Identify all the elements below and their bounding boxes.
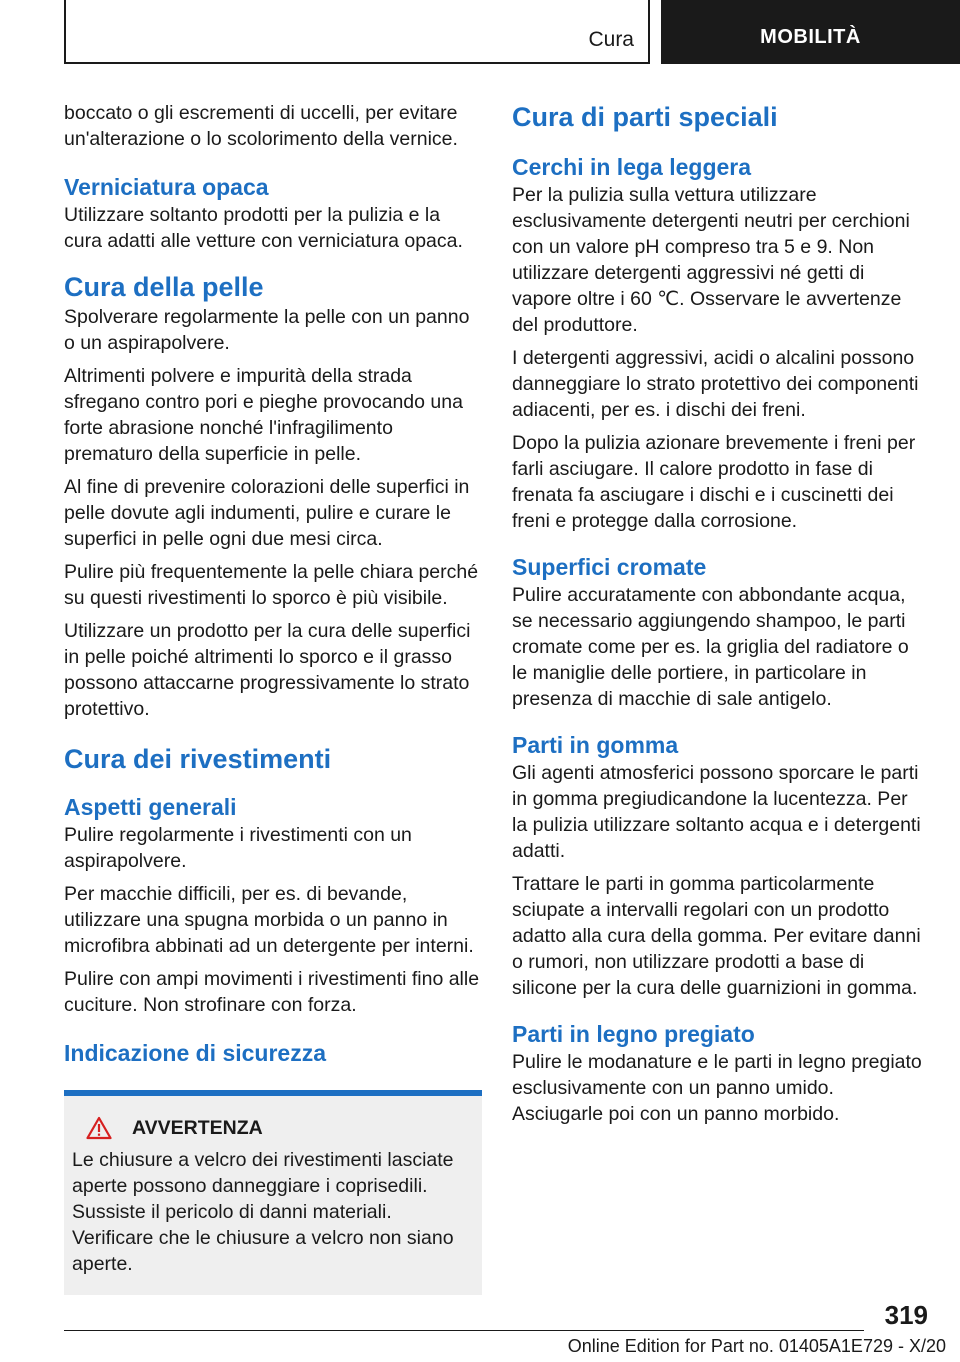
heading-parti-in-gomma: Parti in gomma: [512, 732, 679, 758]
paragraph: Al fine di prevenire colorazioni delle superfici in pelle dovute agli indumenti, pulire e curare le superfici in pelle ogni due mesi circa.: [64, 476, 470, 550]
paragraph: Pulire più frequentemente la pelle chiara perché su questi rivestimenti lo sporco è più visibile.: [64, 561, 479, 609]
heading-cura-di-parti-speciali: Cura di parti speciali: [512, 102, 778, 132]
page-number: 319: [884, 1300, 928, 1330]
paragraph: Altrimenti polvere e impurità della strada sfregano contro pori e pieghe provocando una forte abrasione nonché l'infragilimento prematuro della superficie in pelle.: [64, 365, 463, 465]
right-column: [512, 100, 928, 1134]
header-section-box: [64, 0, 650, 64]
paragraph: Utilizzare soltanto prodotti per la pulizia e la cura adatti alle vetture con verniciatura opaca.: [64, 204, 463, 252]
paragraph: Per macchie difficili, per es. di bevande, utilizzare una spugna morbida o un panno in microfibra abbinati ad un detergente per interni.: [64, 883, 474, 957]
warning-triangle-icon: [86, 1116, 112, 1140]
paragraph: boccato o gli escrementi di uccelli, per evitare un'alterazione o lo scolorimento della vernice.: [64, 102, 458, 150]
paragraph: Trattare le parti in gomma particolarmente sciupate a intervalli regolari con un prodotto adatto alla cura della gomma. Per evitare danni o rumori, non utilizzare prodotti a base di silicone per la cura delle guarnizioni in gomma.: [512, 873, 921, 999]
paragraph: Per la pulizia sulla vettura utilizzare esclusivamente detergenti neutri per cerchioni con un valore pH compreso tra 5 e 9. Non utilizzare detergenti aggressivi né getti di vapore oltre i 60 ℃. Osservare le avvertenze del produttore.: [512, 184, 910, 336]
heading-superfici-cromate: Superfici cromate: [512, 554, 707, 580]
footer-divider: [64, 1330, 864, 1331]
warning-title: AVVERTENZA: [132, 1116, 263, 1139]
heading-parti-in-legno-pregiato: Parti in legno pregiato: [512, 1021, 755, 1047]
paragraph: I detergenti aggressivi, acidi o alcalini possono danneggiare lo strato protettivo dei componenti adiacenti, per es. i dischi dei freni.: [512, 347, 919, 421]
header-chapter-tab: MOBILITÀ: [661, 0, 960, 64]
paragraph: Dopo la pulizia azionare brevemente i freni per farli asciugare. Il calore prodotto in fase di frenata fa asciugare i dischi e i cuscinetti dei freni e protegge dalla corrosione.: [512, 432, 916, 532]
heading-verniciatura-opaca: Verniciatura opaca: [64, 174, 269, 200]
paragraph: Gli agenti atmosferici possono sporcare le parti in gomma pregiudicandone la lucentezza. Per la pulizia utilizzare soltanto acqua e i detergenti adatti.: [512, 762, 921, 862]
paragraph: Spolverare regolarmente la pelle con un panno o un aspirapolvere.: [64, 306, 470, 354]
warning-title-row: [72, 1116, 474, 1140]
footer-edition-text: Online Edition for Part no. 01405A1E729 - X/20: [567, 1336, 946, 1356]
warning-text: Le chiusure a velcro dei rivestimenti lasciate aperte possono danneggiare i coprisedili. Sussiste il pericolo di danni materiali. Verificare che le chiusure a velcro non siano aperte.: [72, 1149, 454, 1275]
paragraph: Utilizzare un prodotto per la cura delle superfici in pelle poiché altrimenti lo sporco e il grasso possono attaccarne progressivamente lo strato protettivo.: [64, 620, 471, 720]
warning-box: [64, 1090, 482, 1295]
paragraph: Pulire con ampi movimenti i rivestimenti fino alle cuciture. Non strofinare con forza.: [64, 968, 480, 1016]
heading-indicazione-di-sicurezza: Indicazione di sicurezza: [64, 1040, 327, 1066]
paragraph: Pulire accuratamente con abbondante acqua, se necessario aggiungendo shampoo, le parti cromate come per es. la griglia del radiatore o le maniglie delle portiere, in particolare in presenza di macchie di sale antigelo.: [512, 584, 909, 710]
left-column: [64, 100, 482, 1295]
heading-aspetti-generali: Aspetti generali: [64, 794, 237, 820]
paragraph: Pulire le modanature e le parti in legno pregiato esclusivamente con un panno umido. Asciugarle poi con un panno morbido.: [512, 1051, 922, 1125]
heading-cura-dei-rivestimenti: Cura dei rivestimenti: [64, 744, 332, 774]
header-section-title: Cura: [588, 28, 634, 51]
heading-cerchi-in-lega-leggera: Cerchi in lega leggera: [512, 154, 752, 180]
heading-cura-della-pelle: Cura della pelle: [64, 272, 264, 302]
paragraph: Pulire regolarmente i rivestimenti con un aspirapolvere.: [64, 824, 412, 872]
